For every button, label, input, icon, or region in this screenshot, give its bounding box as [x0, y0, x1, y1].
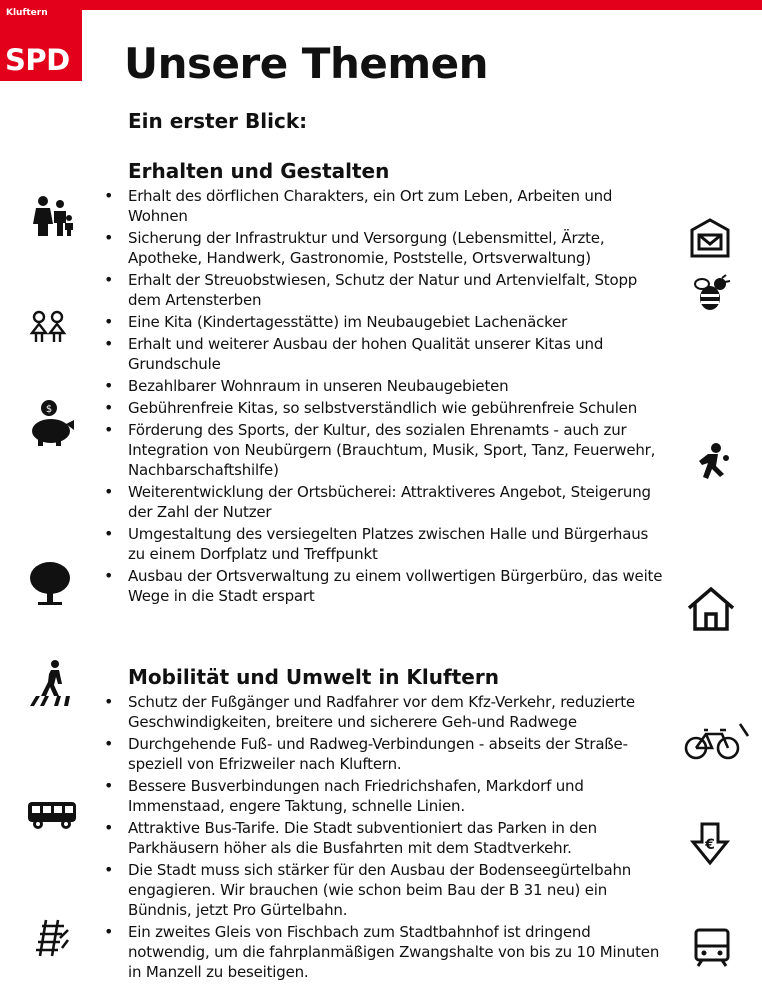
train-icon	[692, 928, 732, 968]
spd-logo	[0, 0, 82, 81]
bee-icon	[692, 274, 732, 314]
bus-icon	[26, 800, 78, 830]
list-item: • Umgestaltung des versiegelten Platzes zwischen Halle und Bürgerhaus zu einem Dorfplatz und Treffpunkt	[104, 524, 664, 564]
tree-icon	[26, 560, 74, 608]
section-heading-erhalten: Erhalten und Gestalten	[128, 159, 390, 183]
list-item: • Ausbau der Ortsverwaltung zu einem vollwertigen Bürgerbüro, das weite Wege in die Stadt erspart	[104, 566, 664, 606]
list-item: • Gebührenfreie Kitas, so selbstverständlich wie gebührenfreie Schulen	[104, 398, 664, 418]
list-mobilitaet	[104, 692, 664, 984]
pedestrian-crossing-icon	[28, 658, 78, 708]
subtitle: Ein erster Blick:	[128, 109, 308, 133]
list-item: • Förderung des Sports, der Kultur, des sozialen Ehrenamts - auch zur Integration von Neubürgern (Brauchtum, Musik, Sport, Tanz, Feuerwehr, Nachbarschaftshilfe)	[104, 420, 664, 480]
list-item: • Bezahlbarer Wohnraum in unseren Neubaugebieten	[104, 376, 664, 396]
list-item: • Ein zweites Gleis von Fischbach zum Stadtbahnhof ist dringend notwendig, um die fahrplanmäßigen Zwangshalte von bis zu 10 Minuten in Manzell zu beseitigen.	[104, 922, 664, 982]
list-item: • Weiterentwicklung der Ortsbücherei: Attraktiveres Angebot, Steigerung der Zahl der Nutzer	[104, 482, 664, 522]
piggy-bank-icon	[26, 398, 78, 450]
family-icon	[30, 194, 74, 238]
post-office-icon	[688, 218, 732, 258]
house-icon	[686, 586, 736, 632]
section-heading-mobilitaet: Mobilität und Umwelt in Kluftern	[128, 665, 499, 689]
list-item: • Erhalt der Streuobstwiesen, Schutz der Natur und Artenvielfalt, Stopp dem Artensterben	[104, 270, 664, 310]
list-erhalten	[104, 186, 664, 608]
list-item: • Bessere Busverbindungen nach Friedrichshafen, Markdorf und Immenstaad, engere Taktung, schnelle Linien.	[104, 776, 664, 816]
list-item: • Schutz der Fußgänger und Radfahrer vor dem Kfz-Verkehr, reduzierte Geschwindigkeiten, breitere und sicherere Geh-und Radwege	[104, 692, 664, 732]
svg-text:€: €	[705, 837, 715, 853]
list-item: • Durchgehende Fuß- und Radweg-Verbindungen - abseits der Straße- speziell von Efrizweiler nach Kluftern.	[104, 734, 664, 774]
list-item: • Erhalt und weiterer Ausbau der hohen Qualität unserer Kitas und Grundschule	[104, 334, 664, 374]
logo-place: Kluftern	[6, 8, 48, 18]
top-red-bar	[0, 0, 762, 10]
list-item: • Attraktive Bus-Tarife. Die Stadt subventioniert das Parken in den Parkhäusern höher als die Busfahrten mit dem Stadtverkehr.	[104, 818, 664, 858]
list-item: • Die Stadt muss sich stärker für den Ausbau der Bodenseegürtelbahn engagieren. Wir brauchen (wie schon beim Bau der B 31 neu) ein Bündnis, jetzt Pro Gürtelbahn.	[104, 860, 664, 920]
svg-text:$: $	[45, 404, 53, 415]
bicycle-icon	[684, 722, 750, 762]
railway-track-icon	[32, 918, 72, 958]
list-item: • Erhalt des dörflichen Charakters, ein Ort zum Leben, Arbeiten und Wohnen	[104, 186, 664, 226]
page-title: Unsere Themen	[124, 39, 488, 88]
list-item: • Eine Kita (Kindertagesstätte) im Neubaugebiet Lachenäcker	[104, 312, 664, 332]
children-icon	[28, 309, 68, 345]
euro-down-icon	[690, 822, 730, 866]
logo-name: SPD	[5, 43, 70, 77]
list-item: • Sicherung der Infrastruktur und Versorgung (Lebensmittel, Ärzte, Apotheke, Handwerk, Gastronomie, Poststelle, Ortsverwaltung)	[104, 228, 664, 268]
sports-player-icon	[694, 442, 730, 490]
